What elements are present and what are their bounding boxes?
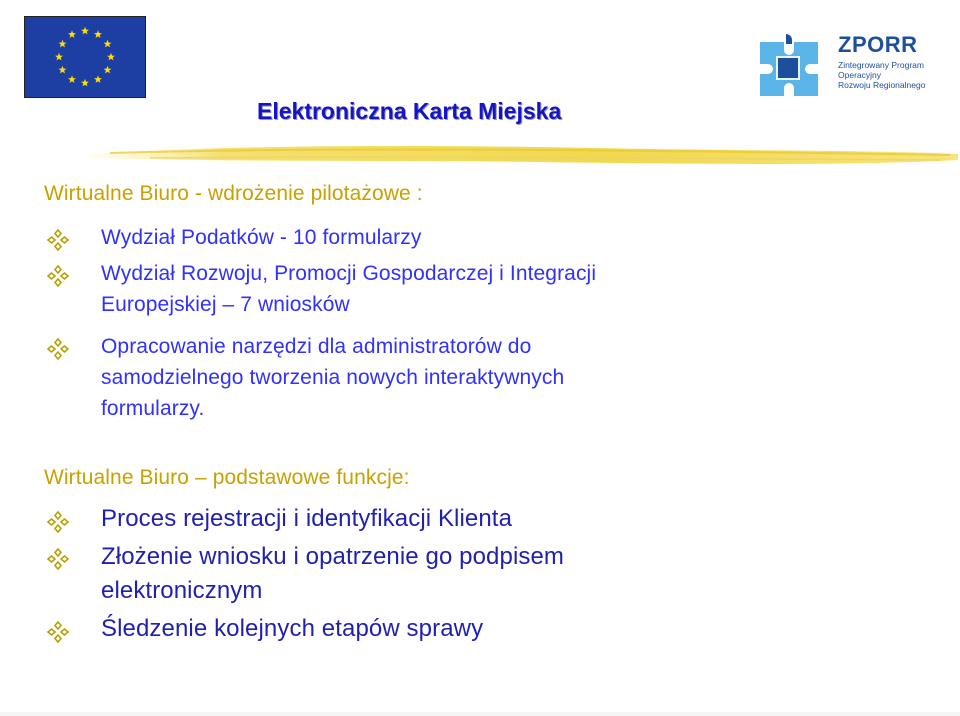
diamond-bullet-icon — [46, 620, 70, 644]
eu-star-icon — [94, 30, 102, 38]
eu-star-icon — [58, 40, 66, 48]
page-title: Elektroniczna Karta Miejska — [257, 98, 562, 124]
eu-star-icon — [68, 75, 76, 83]
slide-bottom-edge — [0, 712, 960, 716]
section1-heading: Wirtualne Biuro - wdrożenie pilotażowe : — [44, 182, 423, 205]
section2-heading: Wirtualne Biuro – podstawowe funkcje: — [44, 466, 410, 489]
eu-star-icon — [81, 79, 89, 87]
diamond-bullet-icon — [46, 228, 70, 252]
diamond-bullet-icon — [46, 337, 70, 361]
eu-stars-icon — [25, 17, 145, 97]
list-item-line: Opracowanie narzędzi dla administratorów do — [101, 335, 532, 358]
zporr-subtitle-line-2: Operacyjny — [838, 70, 881, 80]
list-item-line: samodzielnego tworzenia nowych interaktywnych — [101, 366, 565, 389]
list-item-line: Wydział Rozwoju, Promocji Gospodarczej i Integracji — [101, 262, 597, 285]
eu-star-icon — [104, 40, 112, 48]
eu-star-icon — [107, 53, 115, 61]
title-underline-brush — [90, 136, 958, 170]
list-item — [101, 540, 564, 608]
diamond-bullet-icon — [46, 547, 70, 571]
list-item-line: Europejskiej – 7 wniosków — [101, 293, 350, 316]
zporr-title: ZPORR — [838, 32, 918, 57]
zporr-subtitle-line-3: Rozwoju Regionalnego — [838, 80, 926, 90]
list-item — [101, 502, 512, 536]
list-item — [101, 612, 483, 646]
eu-star-icon — [55, 53, 63, 61]
puzzle-icon — [756, 34, 822, 100]
list-item-line: Wydział Podatków - 10 formularzy — [101, 226, 422, 249]
list-item-line: Śledzenie kolejnych etapów sprawy — [101, 615, 484, 642]
list-item-line: Złożenie wniosku i opatrzenie go podpisem — [101, 543, 565, 570]
eu-flag-logo — [24, 16, 146, 98]
zporr-subtitle-line-1: Zintegrowany Program — [838, 60, 924, 70]
diamond-bullet-icon — [46, 264, 70, 288]
list-item-line: formularzy. — [101, 397, 205, 420]
list-item — [101, 258, 596, 320]
eu-star-icon — [68, 30, 76, 38]
list-item-line: Proces rejestracji i identyfikacji Klienta — [101, 505, 513, 532]
list-item-line: elektronicznym — [101, 577, 263, 604]
eu-star-icon — [94, 75, 102, 83]
eu-star-icon — [81, 27, 89, 35]
eu-star-icon — [58, 66, 66, 74]
list-item — [101, 331, 564, 424]
zporr-logo — [756, 32, 928, 98]
list-item — [101, 222, 421, 253]
eu-star-icon — [104, 66, 112, 74]
diamond-bullet-icon — [46, 510, 70, 534]
